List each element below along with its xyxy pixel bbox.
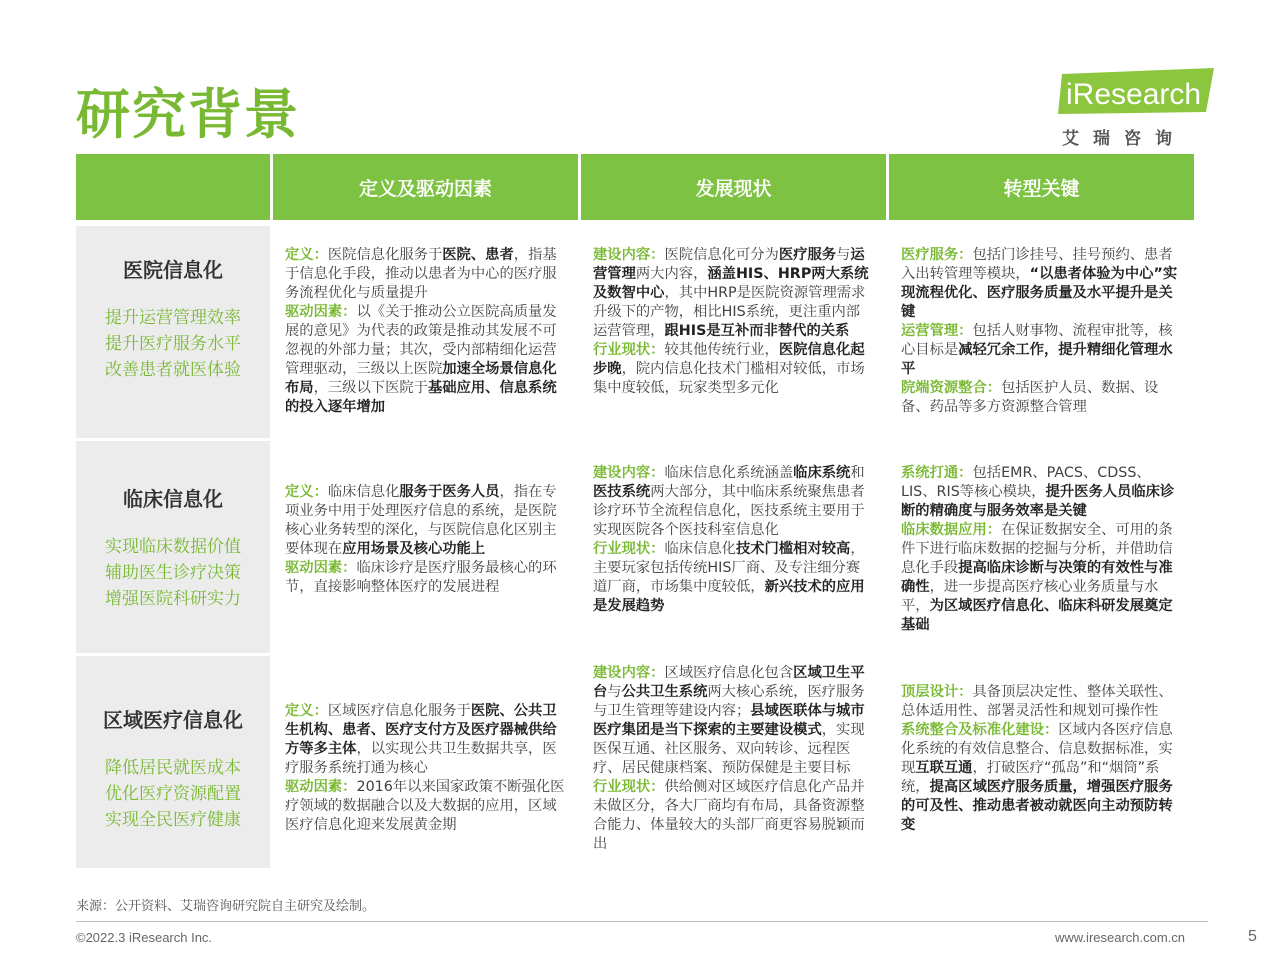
cell-paragraph [901, 246, 1182, 322]
cell-clinical-status [581, 464, 886, 616]
emphasis-text: 应用场景及核心功能上 [342, 541, 486, 557]
cell-paragraph [285, 559, 566, 597]
body-text: ，院内信息化技术门槛相对较低，市场集中度较低，玩家类型多元化 [593, 361, 865, 396]
goal-item: 实现全民医疗健康 [105, 810, 241, 830]
label-text: 驱动因素： [285, 779, 357, 795]
label-text: 运营管理： [901, 323, 973, 339]
label-text: 行业现状： [593, 541, 665, 557]
cell-paragraph [285, 483, 566, 559]
cell-clinical-definition [273, 483, 578, 597]
body-text: ，打破医疗“孤岛”和“烟筒”系统， [901, 760, 1160, 795]
body-text: 与 [607, 684, 622, 700]
emphasis-text: 医院、患者 [442, 247, 514, 263]
body-text: ，指基于信息化手段，推动以患者为中心的医疗服务流程优化与质量提升 [285, 247, 557, 301]
cell-paragraph [593, 246, 874, 341]
goal-item: 降低居民就医成本 [105, 758, 241, 778]
body-text: ，三级以下医院于 [313, 380, 428, 396]
emphasis-text: 新兴技术的应用是发展趋势 [593, 579, 865, 614]
body-text: ，其中HRP是医院资源管理需求升级下的产物，相比HIS系统，更注重内部运营管理， [593, 285, 866, 339]
body-text: 较其他传统行业， [664, 342, 779, 358]
goal-item: 改善患者就医体验 [105, 360, 241, 380]
body-text: 2016年以来国家政策不断强化医疗领域的数据融合以及大数据的应用，区域医疗信息化迎来发展黄金期 [285, 779, 565, 833]
cell-paragraph [593, 464, 874, 540]
body-text: 和 [850, 465, 865, 481]
label-text: 医疗服务： [901, 247, 973, 263]
body-text: 两大核心系统，医疗服务与卫生管理等建设内容； [593, 684, 865, 719]
body-text: 区域医疗信息化服务于 [327, 703, 471, 719]
goal-item: 实现临床数据价值 [105, 537, 241, 557]
emphasis-text: 医院、公共卫生机构、患者、医疗支付方及医疗器械供给方等多主体 [285, 703, 557, 757]
emphasis-text: “以患者体验为中心”实现流程优化、医疗服务质量及水平提升是关键 [901, 266, 1178, 320]
body-text: 区域内各医疗信息化系统的有效信息整合、信息数据标准，实现 [901, 722, 1173, 776]
body-text: 医院信息化服务于 [327, 247, 443, 263]
cell-paragraph [901, 464, 1182, 521]
footer-divider [76, 921, 1208, 922]
goal-item: 提升医疗服务水平 [105, 334, 241, 354]
page-title: 研究背景 [76, 83, 300, 146]
cell-paragraph [901, 721, 1182, 835]
emphasis-text: 加速全场景信息化布局 [285, 361, 557, 396]
label-text: 行业现状： [593, 779, 665, 795]
cell-hospital-status [581, 246, 886, 398]
emphasis-text: 基础应用、信息系统的投入逐年增加 [285, 380, 557, 415]
body-text: 与 [836, 247, 851, 263]
label-text: 临床数据应用： [901, 522, 1002, 538]
emphasis-text: 医疗服务 [778, 247, 837, 263]
label-text: 驱动因素： [285, 304, 357, 320]
label-text: 顶层设计： [901, 684, 973, 700]
label-text: 定义： [285, 484, 328, 500]
label-text: 建设内容： [593, 665, 665, 681]
logo-brand-cn: 艾瑞咨询 [1062, 129, 1186, 149]
emphasis-text: 互联互通 [915, 760, 973, 776]
body-text: 包括人财事物、流程审批等，核心目标是 [901, 323, 1173, 358]
logo-brand-text: iResearch [1066, 78, 1202, 111]
label-text: 驱动因素： [285, 560, 357, 576]
cell-paragraph [901, 521, 1182, 635]
row-label-regional [76, 656, 270, 868]
row-name: 医院信息化 [123, 258, 223, 282]
body-text: 以《关于推动公立医院高质量发展的意见》为代表的政策是推动其发展不可忽视的外部力量；其次，受内部精细化运营管理驱动，三级以上医院 [285, 304, 557, 377]
header-status: 发展现状 [581, 154, 886, 220]
body-text: ，以实现公共卫生数据共享，医疗服务系统打通为核心 [285, 741, 557, 776]
label-text: 行业现状： [593, 342, 665, 358]
cell-paragraph [285, 778, 566, 835]
cell-hospital-key [889, 246, 1194, 417]
goal-item: 提升运营管理效率 [105, 308, 241, 328]
emphasis-text: 跟HIS是互补而非替代的关系 [664, 323, 850, 339]
cell-regional-key [889, 683, 1194, 835]
body-text: 临床信息化系统涵盖 [664, 465, 794, 481]
body-text: 两大部分，其中临床系统聚焦患者诊疗环节全流程信息化，医技系统主要用于实现医院各个医技科室信息化 [593, 484, 865, 538]
cell-hospital-definition [273, 246, 578, 417]
body-text: 供给侧对区域医疗信息化产品并未做区分，各大厂商均有布局，具备资源整合能力、体量较大的头部厂商更容易脱颖而出 [593, 779, 865, 852]
emphasis-text: 区域卫生平台 [593, 665, 865, 700]
label-text: 院端资源整合： [901, 380, 1002, 396]
cell-paragraph [593, 664, 874, 778]
body-text: ，指在专项业务中用于处理医疗信息的系统，是医院核心业务转型的深化，与医院信息化区别主要体现在 [285, 484, 557, 557]
source-note: 来源：公开资料、艾瑞咨询研究院自主研究及绘制。 [76, 899, 376, 914]
emphasis-text: 为区域医疗信息化、临床科研发展奠定基础 [901, 598, 1173, 633]
cell-paragraph [593, 540, 874, 616]
page-number: 5 [1248, 928, 1257, 945]
cell-paragraph [285, 246, 566, 303]
body-text: 两大内容， [635, 266, 708, 282]
body-text: 临床信息化 [664, 541, 736, 557]
body-text: ，主要玩家包括传统HIS厂商、及专注细分赛道厂商，市场集中度较低， [593, 541, 865, 595]
emphasis-text: 运营管理 [593, 247, 865, 282]
emphasis-text: 医技系统 [593, 484, 651, 500]
cell-regional-status [581, 664, 886, 854]
copyright-text: ©2022.3 iResearch Inc. [76, 930, 213, 945]
body-text: 包括医护人员、数据、设备、药品等多方资源整合管理 [901, 380, 1159, 415]
body-text: 在保证数据安全、可用的条件下进行临床数据的挖掘与分析，并借助信息化手段 [901, 522, 1173, 576]
cell-paragraph [901, 683, 1182, 721]
header-transformation-key: 转型关键 [889, 154, 1194, 220]
emphasis-text: 县域医联体与城市医疗集团是当下探索的主要建设模式 [593, 703, 865, 738]
row-name: 区域医疗信息化 [103, 708, 243, 732]
emphasis-text: 技术门槛相对较高 [735, 541, 851, 557]
goal-item: 辅助医生诊疗决策 [105, 563, 241, 583]
goal-item: 优化医疗资源配置 [105, 784, 241, 804]
cell-paragraph [285, 702, 566, 778]
label-text: 建设内容： [593, 465, 665, 481]
body-text: 医院信息化可分为 [664, 247, 779, 263]
body-text: 临床信息化 [327, 484, 400, 500]
iresearch-logo [1058, 68, 1218, 148]
label-text: 定义： [285, 703, 328, 719]
label-text: 系统整合及标准化建设： [901, 722, 1059, 738]
website-link[interactable]: www.iresearch.com.cn [1055, 930, 1186, 945]
label-text: 定义： [285, 247, 328, 263]
emphasis-text: 提高区域医疗服务质量，增强医疗服务的可及性、推动患者被动就医向主动预防转变 [901, 779, 1173, 833]
cell-paragraph [285, 303, 566, 417]
cell-regional-definition [273, 702, 578, 835]
body-text: 包括门诊挂号、挂号预约、患者入出转管理等模块， [901, 247, 1173, 282]
emphasis-text: 服务于医务人员 [399, 484, 500, 500]
emphasis-text: 医院信息化起步晚 [593, 342, 865, 377]
label-text: 建设内容： [593, 247, 665, 263]
cell-paragraph [593, 778, 874, 854]
body-text: ，实现医保互通、社区服务、双向转诊、远程医疗、居民健康档案、预防保健是主要目标 [593, 722, 865, 776]
body-text: 包括EMR、PACS、CDSS、LIS、RIS等核心模块， [901, 465, 1151, 500]
cell-clinical-key [889, 464, 1194, 635]
emphasis-text: 提高临床诊断与决策的有效性与准确性 [901, 560, 1173, 595]
row-name: 临床信息化 [123, 487, 223, 511]
cell-paragraph [593, 341, 874, 398]
goal-item: 增强医院科研实力 [105, 589, 241, 609]
cell-paragraph [901, 379, 1182, 417]
row-label-hospital [76, 226, 270, 438]
emphasis-text: 减轻冗余工作，提升精细化管理水平 [901, 342, 1173, 377]
emphasis-text: 提升医务人员临床诊断的精确度与服务效率是关键 [901, 484, 1175, 519]
header-definition: 定义及驱动因素 [273, 154, 578, 220]
emphasis-text: 公共卫生系统 [621, 684, 708, 700]
body-text: ，进一步提高医疗核心业务质量与水平， [901, 579, 1159, 614]
emphasis-text: 涵盖HIS、HRP两大系统及数智中心 [593, 266, 869, 301]
body-text: 临床诊疗是医疗服务最核心的环节，直接影响整体医疗的发展进程 [285, 560, 557, 595]
cell-paragraph [901, 322, 1182, 379]
body-text: 区域医疗信息化包含 [664, 665, 794, 681]
header-blank-cell [76, 154, 270, 220]
label-text: 系统打通： [901, 465, 973, 481]
emphasis-text: 临床系统 [793, 465, 851, 481]
row-label-clinical [76, 441, 270, 653]
body-text: 具备顶层决定性、整体关联性、总体适用性、部署灵活性和规划可操作性 [901, 684, 1173, 719]
